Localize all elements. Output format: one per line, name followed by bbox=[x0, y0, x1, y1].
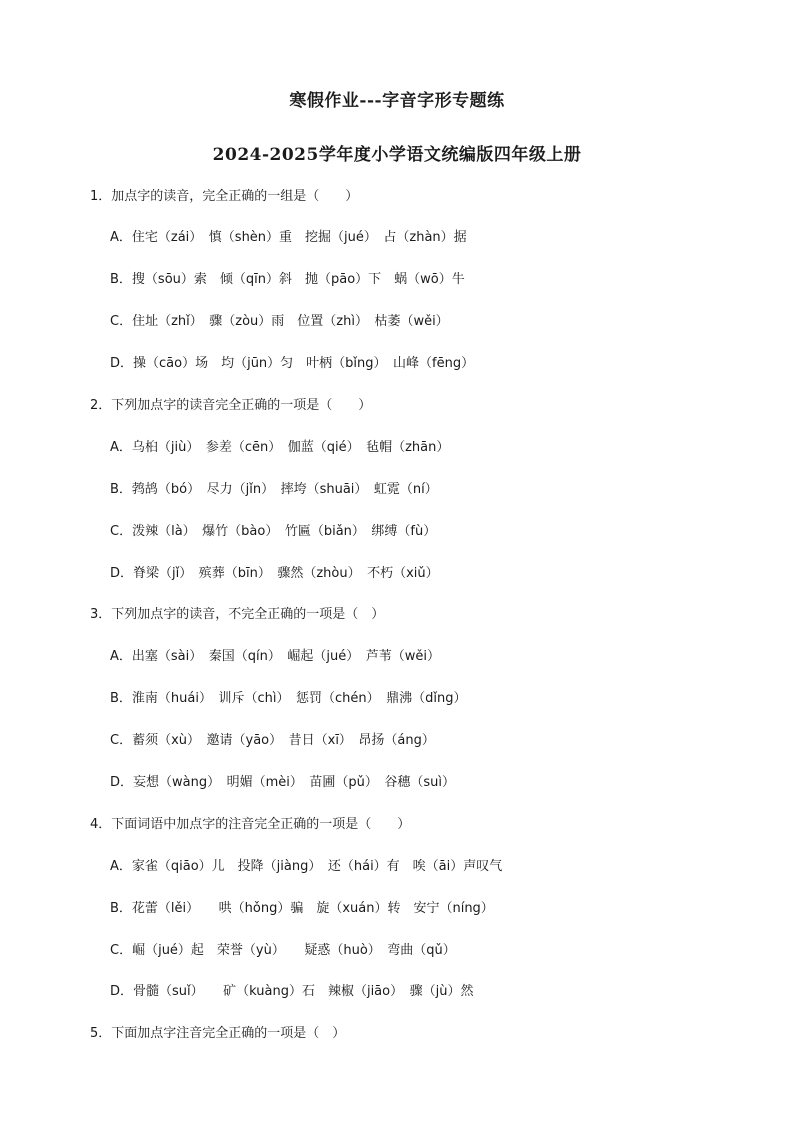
question-1-option-a: A．住宅（zái） 慎（shèn）重 挖掘（jué） 占（zhàn）据 bbox=[110, 230, 467, 245]
question-1-option-b: B．搜（sōu）索 倾（qīn）斜 抛（pāo）下 蜗（wō）牛 bbox=[110, 272, 465, 287]
question-1-option-d: D．操（cāo）场 均（jūn）匀 叶柄（bǐng） 山峰（fēng） bbox=[110, 356, 475, 371]
question-2-option-a: A．乌桕（jiù） 参差（cēn） 伽蓝（qié） 毡帽（zhān） bbox=[110, 440, 450, 455]
question-3-option-c: C．蓄须（xù） 邀请（yāo） 昔日（xī） 昂扬（áng） bbox=[110, 733, 435, 748]
question-3-stem: 3．下列加点字的读音，不完全正确的一项是（ ） bbox=[90, 607, 385, 622]
question-2-option-d: D．脊梁（jǐ） 殡葬（bīn） 骤然（zhòu） 不朽（xiǔ） bbox=[110, 566, 439, 581]
question-3-option-a: A．出塞（sài） 秦国（qín） 崛起（jué） 芦苇（wěi） bbox=[110, 649, 440, 664]
page-title: 寒假作业---字音字形专题练 bbox=[289, 91, 505, 111]
question-4-option-a: A．家雀（qiāo）儿 投降（jiàng） 还（hái）有 唉（āi）声叹气 bbox=[110, 859, 503, 874]
question-1-option-c: C．住址（zhǐ） 骤（zòu）雨 位置（zhì） 枯萎（wěi） bbox=[110, 314, 449, 329]
question-2-option-b: B．鹁鸪（bó） 尽力（jǐn） 摔垮（shuāi） 虹霓（ní） bbox=[110, 482, 438, 497]
question-3-option-b: B．淮南（huái） 训斥（chì） 惩罚（chén） 鼎沸（dǐng） bbox=[110, 691, 467, 706]
question-1-stem: 1．加点字的读音，完全正确的一组是（ ） bbox=[90, 189, 359, 204]
question-5-stem: 5．下面加点字注音完全正确的一项是（ ） bbox=[90, 1026, 346, 1041]
question-4-option-d: D．骨髓（suǐ） 矿（kuàng）石 辣椒（jiāo） 骤（jù）然 bbox=[110, 984, 474, 999]
question-4-option-c: C．崛（jué）起 荣誉（yù） 疑惑（huò） 弯曲（qǔ） bbox=[110, 943, 456, 958]
question-3-option-d: D．妄想（wàng） 明媚（mèi） 苗圃（pǔ） 谷穗（suì） bbox=[110, 775, 455, 790]
page-subtitle: 2024-2025学年度小学语文统编版四年级上册 bbox=[212, 145, 582, 165]
question-2-stem: 2．下列加点字的读音完全正确的一项是（ ） bbox=[90, 398, 372, 413]
question-2-option-c: C．泼辣（là） 爆竹（bào） 竹匾（biǎn） 绑缚（fù） bbox=[110, 524, 437, 539]
question-4-stem: 4．下面词语中加点字的注音完全正确的一项是（ ） bbox=[90, 817, 411, 832]
question-4-option-b: B．花蕾（lěi） 哄（hǒng）骗 旋（xuán）转 安宁（níng） bbox=[110, 901, 494, 916]
